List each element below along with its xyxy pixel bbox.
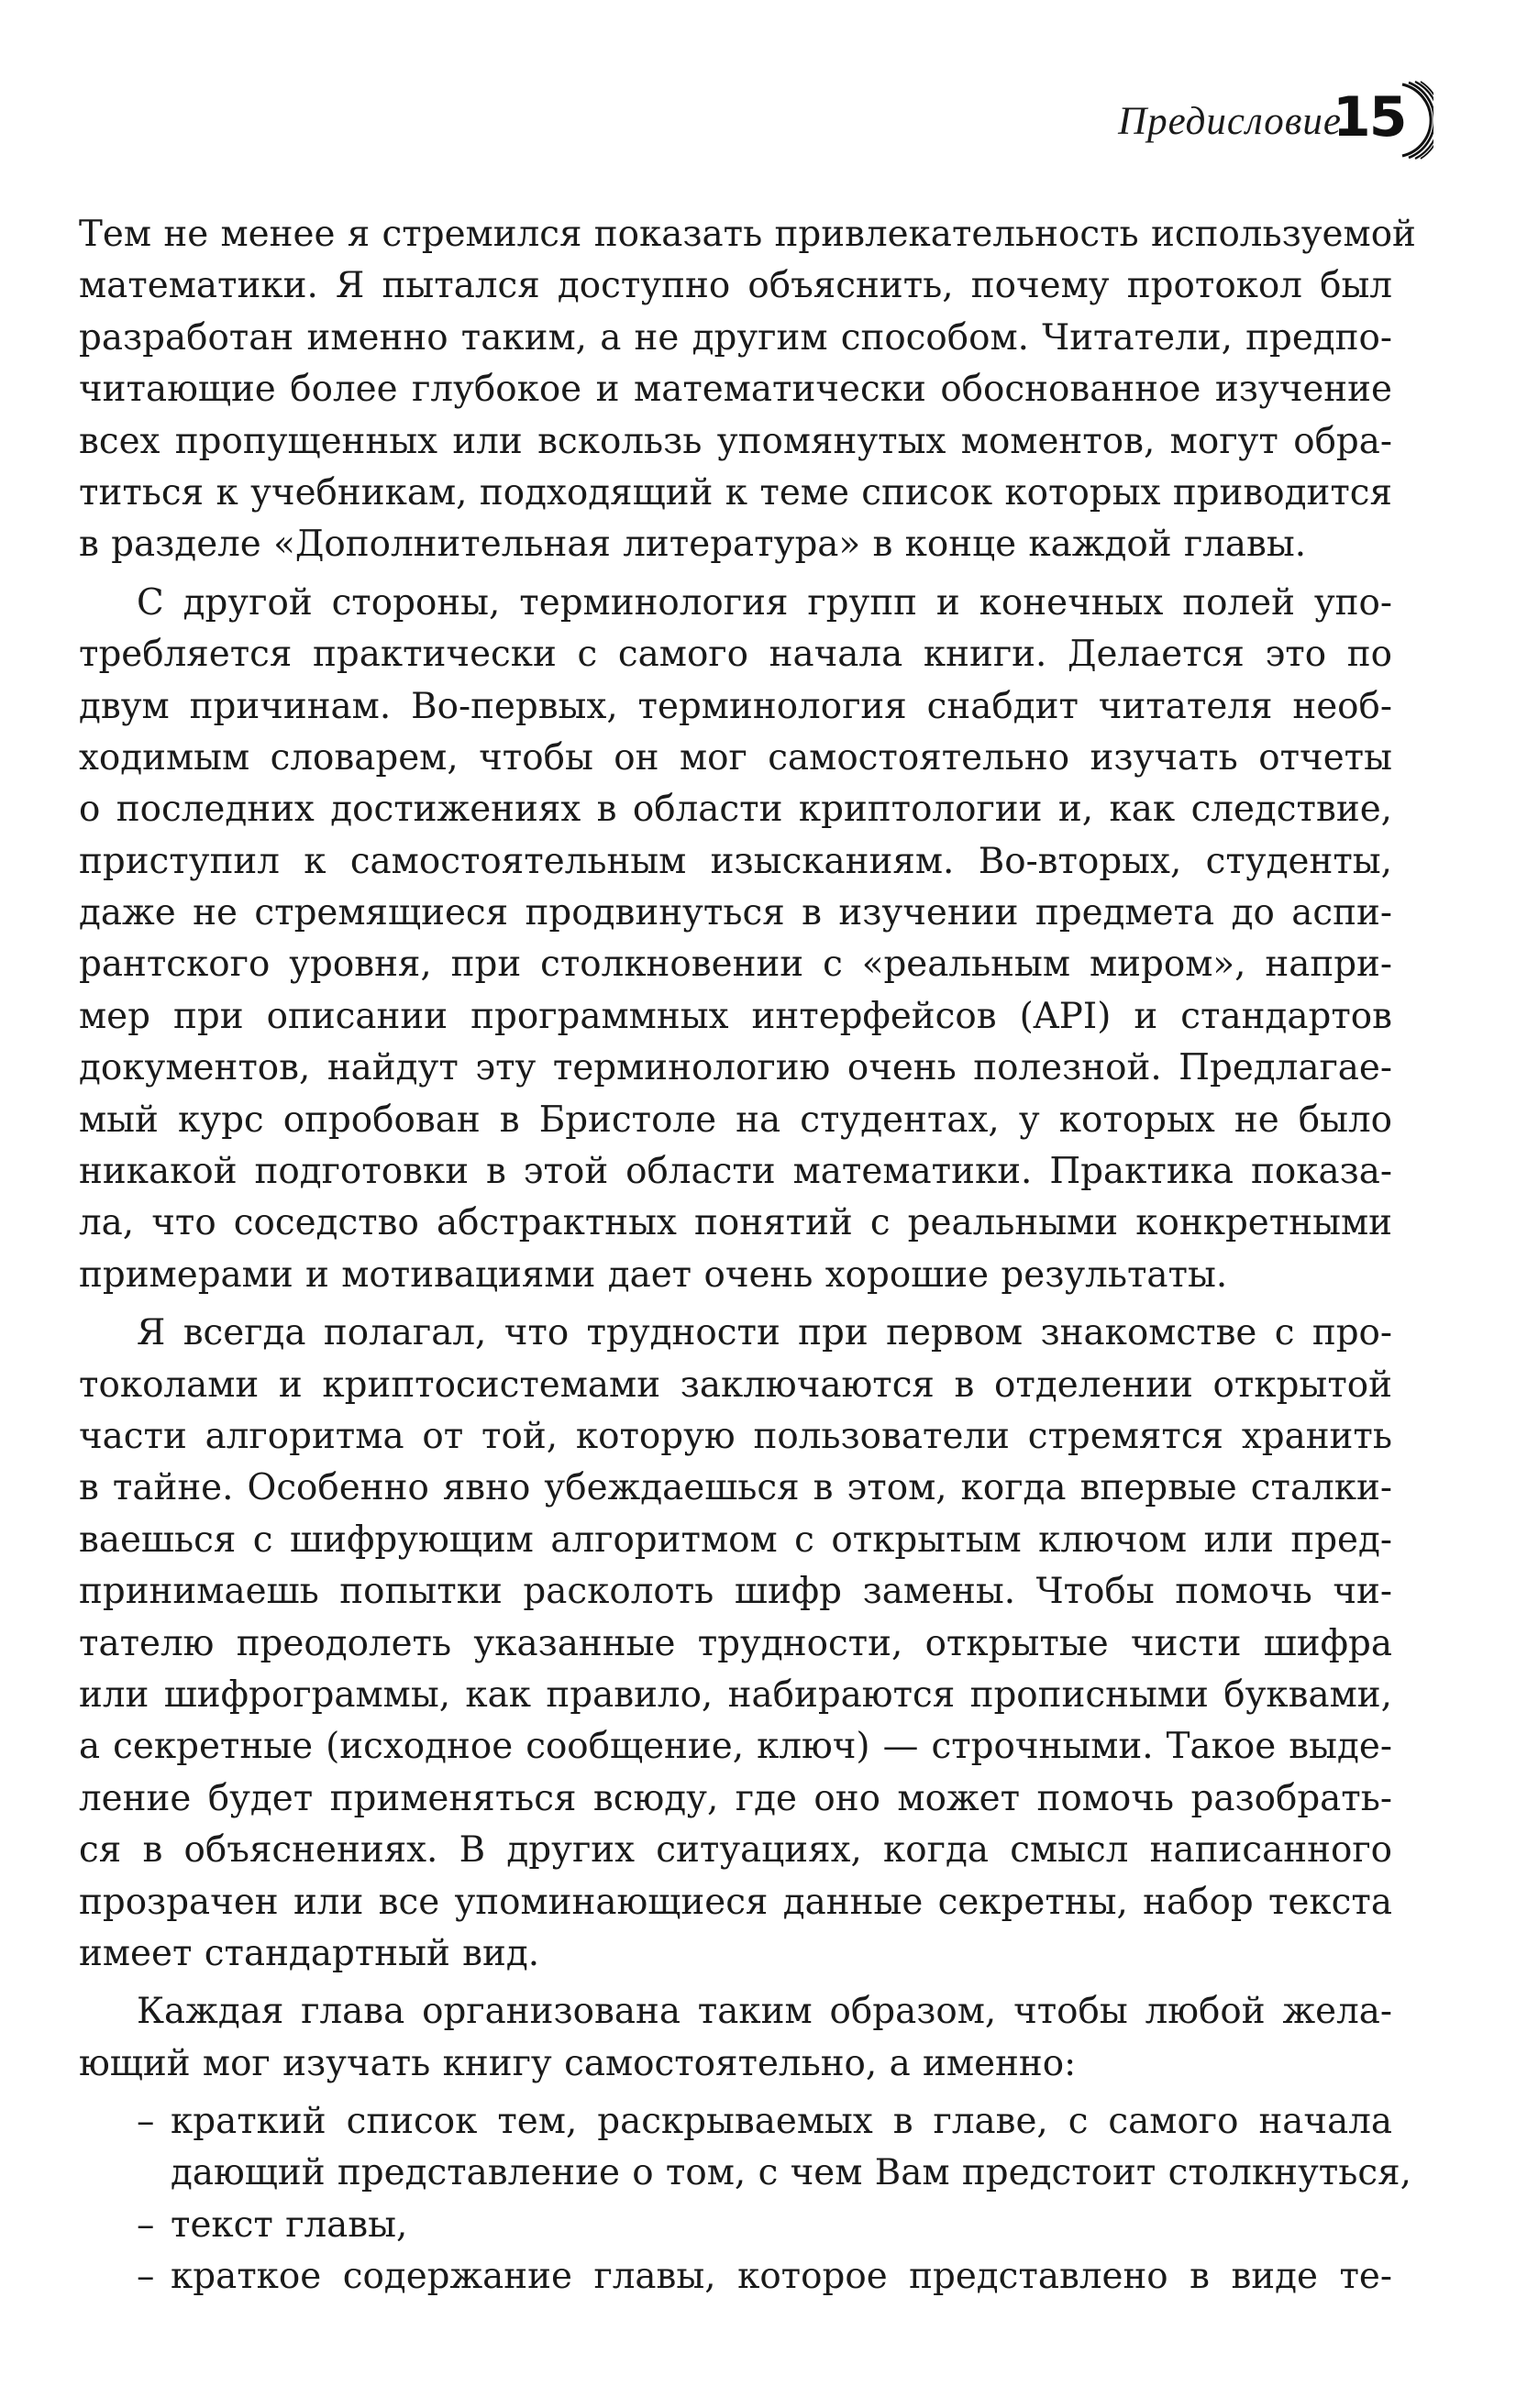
text-line: прозрачен или все упоминающиеся данные секретны, набор текста [79,1881,1392,1923]
text-line: в разделе «Дополнительная литература» в конце каждой главы. [79,524,1307,566]
text-line: краткое содержание главы, которое представлено в виде те- [171,2256,1392,2298]
page-number-badge [1325,79,1433,161]
paragraph-2 [79,578,1392,1301]
text-line: документов, найдут эту терминологию очень полезной. Предлагае- [79,1047,1392,1089]
text-line: о последних достижениях в области криптологии и, как следствие, [79,789,1392,831]
list-marker: – [137,2101,155,2143]
text-line: имеет стандартный вид. [79,1932,540,1974]
bullet-list [79,2096,1411,2303]
text-line: даже не стремящиеся продвинуться в изучении предмета до аспи- [79,892,1392,934]
text-line: Я всегда полагал, что трудности при первом знакомстве с про- [137,1312,1392,1354]
paragraph-3 [79,1308,1392,1980]
text-line: ся в объяснениях. В других ситуациях, когда смысл написанного [79,1829,1392,1872]
text-line: никакой подготовки в этой области математики. Практика показа- [79,1151,1392,1193]
text-line: ющий мог изучать книгу самостоятельно, а именно: [79,2042,1077,2084]
text-line: двум причинам. Во-первых, терминология снабдит читателя необ- [79,685,1392,727]
text-line: Тем не менее я стремился показать привлекательность используемой [79,214,1416,255]
text-line: требляется практически с самого начала книги. Делается это по [79,634,1392,676]
text-line: дающий представление о том, с чем Вам предстоит столкнуться, [171,2152,1411,2194]
text-line: а секретные (исходное сообщение, ключ) — строчными. Такое выде- [79,1726,1392,1768]
text-line: части алгоритма от той, которую пользователи стремятся хранить [79,1415,1392,1457]
text-line: читающие более глубокое и математически обоснованное изучение [79,369,1392,411]
text-line: краткий список тем, раскрываемых в главе, с самого начала [171,2101,1392,2143]
list-item [79,2251,1392,2303]
body-text [79,209,1416,2303]
text-line: всех пропущенных или вскользь упомянутых моментов, могут обра- [79,420,1392,462]
text-line: математики. Я пытался доступно объяснить, почему протокол был [79,265,1392,307]
list-marker: – [137,2256,155,2298]
text-line: тателю преодолеть указанные трудности, открытые чисти шифра [79,1622,1392,1664]
text-line: ваешься с шифрующим алгоритмом с открытым ключом или пред- [79,1519,1392,1561]
text-line: принимаешь попытки расколоть шифр замены. Чтобы помочь чи- [79,1571,1392,1613]
text-line: разработан именно таким, а не другим способом. Читатели, предпо- [79,316,1392,359]
text-line: приступил к самостоятельным изысканиям. Во-вторых, студенты, [79,840,1392,882]
list-item [79,2200,1392,2251]
text-line: или шифрограммы, как правило, набираются прописными буквами, [79,1673,1392,1716]
running-title: Предисловие [1118,100,1342,143]
text-line: Каждая глава организована таким образом, чтобы любой жела- [137,1991,1392,2033]
text-line: ходимым словарем, чтобы он мог самостоятельно изучать отчеты [79,736,1392,779]
text-line: С другой стороны, терминология групп и конечных полей упо- [137,581,1392,624]
page-number: 15 [1333,85,1406,149]
text-line: примерами и мотивациями дает очень хорошие результаты. [79,1254,1228,1296]
text-line: мер при описании программных интерфейсов (API) и стандартов [79,995,1392,1037]
text-line: токолами и криптосистемами заключаются в отделении открытой [79,1364,1392,1406]
text-line: в тайне. Особенно явно убеждаешься в этом, когда впервые сталки- [79,1467,1392,1509]
list-marker: – [137,2204,155,2246]
text-line: текст главы, [171,2204,408,2246]
list-item [79,2096,1411,2200]
text-line: мый курс опробован в Бристоле на студентах, у которых не было [79,1099,1392,1141]
text-line: ла, что соседство абстрактных понятий с реальными конкретными [79,1202,1392,1244]
text-line: титься к учебникам, подходящий к теме список которых приводится [79,471,1392,514]
text-line: ление будет применяться всюду, где оно может помочь разобрать- [79,1777,1392,1819]
paragraph-1 [79,209,1416,571]
paragraph-4 [79,1986,1392,2090]
text-line: рантского уровня, при столкновении с «реальным миром», напри- [79,944,1392,986]
